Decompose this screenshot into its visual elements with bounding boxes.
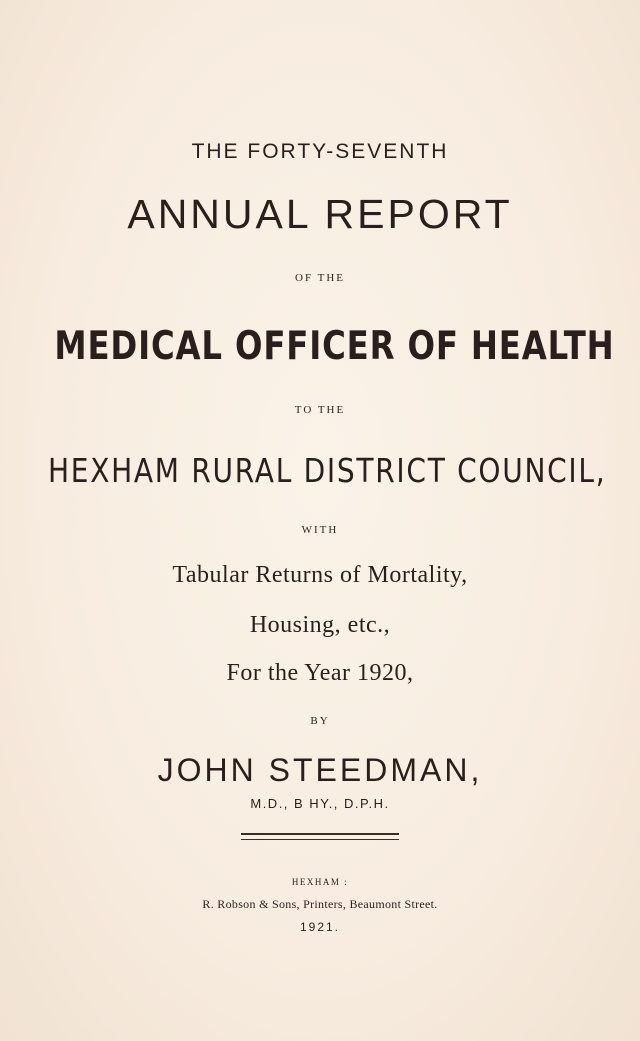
- author-degrees: M.D., B HY., D.P.H.: [250, 796, 390, 811]
- connector-by: BY: [310, 715, 330, 727]
- imprint-printers: R. Robson & Sons, Printers, Beaumont Street.: [202, 897, 438, 911]
- connector-to-the: TO THE: [294, 404, 346, 416]
- imprint-year: 1921.: [299, 920, 341, 934]
- imprint-place: HEXHAM :: [291, 877, 349, 887]
- connector-of-the: OF THE: [295, 272, 345, 284]
- subtitle-year: For the Year 1920,: [226, 660, 414, 686]
- subtitle-tabular-returns: Tabular Returns of Mortality,: [172, 562, 468, 588]
- council-name: HEXHAM RURAL DISTRICT COUNCIL,: [48, 451, 607, 490]
- connector-with: WITH: [301, 524, 339, 536]
- author-name: JOHN STEEDMAN,: [157, 752, 483, 788]
- report-title: ANNUAL REPORT: [127, 191, 513, 237]
- subtitle-housing: Housing, etc.,: [249, 612, 391, 638]
- report-number: THE FORTY-SEVENTH: [191, 140, 449, 163]
- officer-title: MEDICAL OFFICER OF HEALTH: [54, 324, 615, 369]
- divider-rule-bottom: [241, 839, 399, 840]
- divider-rule-top: [241, 833, 399, 835]
